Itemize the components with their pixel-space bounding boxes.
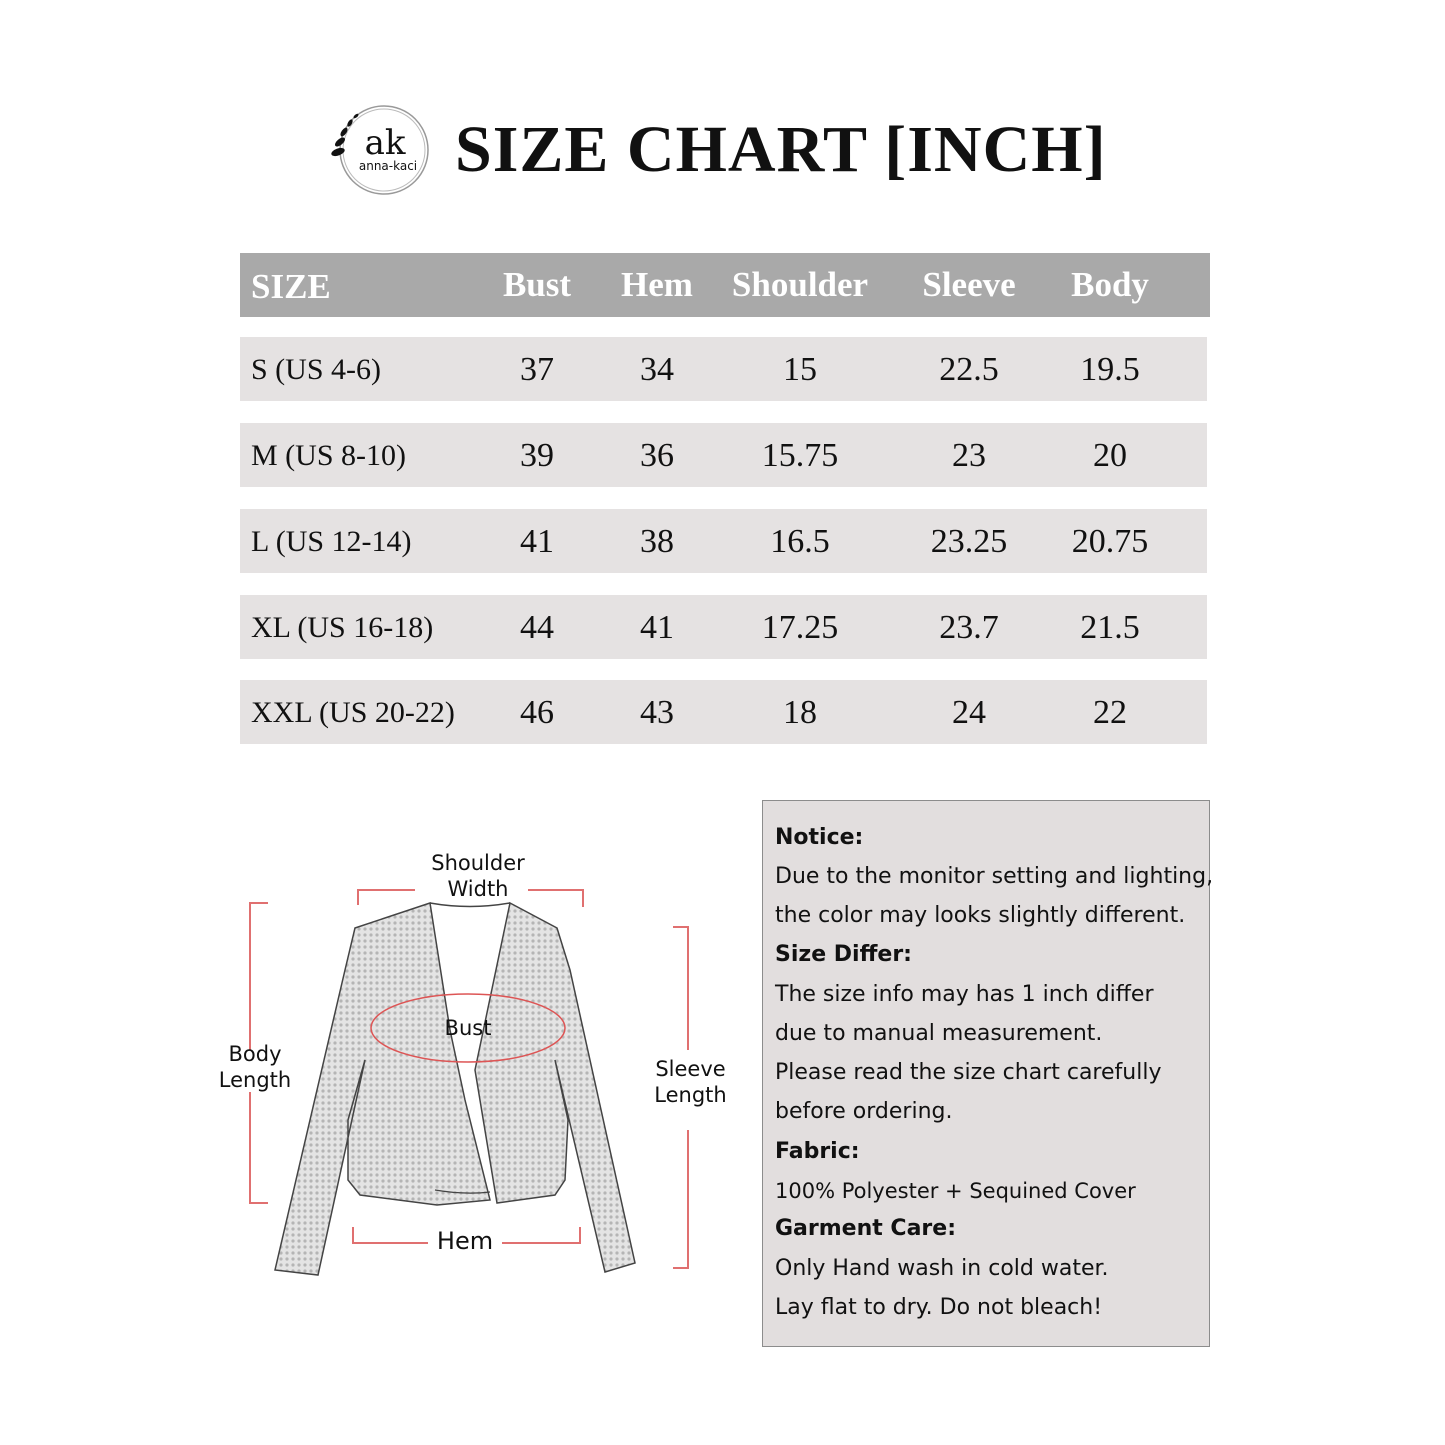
brand-logo xyxy=(326,102,436,198)
header-sleeve: Sleeve xyxy=(922,265,1016,304)
size-differ-title: Size Differ: xyxy=(775,942,912,967)
value-cell: 41 xyxy=(520,523,554,560)
value-cell: 19.5 xyxy=(1080,351,1140,388)
value-cell: 41 xyxy=(640,609,674,646)
value-cell: 22 xyxy=(1093,694,1127,731)
notice-title: Notice: xyxy=(775,825,864,850)
notice-text: Only Hand wash in cold water. xyxy=(775,1256,1109,1281)
notice-text: Due to the monitor setting and lighting, xyxy=(775,864,1214,889)
notice-text: The size info may has 1 inch differ xyxy=(775,982,1154,1007)
value-cell: 23.7 xyxy=(939,609,999,646)
page-title: SIZE CHART [INCH] xyxy=(455,113,1107,186)
label-body-length: Body Length xyxy=(218,1042,292,1092)
value-cell: 44 xyxy=(520,609,554,646)
table-row xyxy=(240,595,1207,659)
svg-text:ak: ak xyxy=(364,123,406,163)
value-cell: 37 xyxy=(520,351,554,388)
label-sleeve-length: Sleeve Length xyxy=(654,1057,727,1107)
value-cell: 46 xyxy=(520,694,554,731)
table-header xyxy=(240,253,1210,317)
size-cell: M (US 8-10) xyxy=(251,439,406,472)
table-row xyxy=(240,680,1207,744)
notice-text: due to manual measurement. xyxy=(775,1021,1103,1046)
table-row xyxy=(240,509,1207,573)
value-cell: 34 xyxy=(640,351,674,388)
size-cell: L (US 12-14) xyxy=(251,525,412,558)
value-cell: 43 xyxy=(640,694,674,731)
header-hem: Hem xyxy=(621,265,693,304)
value-cell: 15.75 xyxy=(761,437,839,474)
value-cell: 36 xyxy=(640,437,674,474)
value-cell: 16.5 xyxy=(770,523,830,560)
value-cell: 39 xyxy=(520,437,554,474)
value-cell: 22.5 xyxy=(939,351,999,388)
fabric-title: Fabric: xyxy=(775,1139,860,1164)
jacket-diagram xyxy=(200,800,760,1300)
value-cell: 21.5 xyxy=(1080,609,1140,646)
svg-text:anna-kaci: anna-kaci xyxy=(358,159,418,173)
table-row xyxy=(240,337,1207,401)
label-hem: Hem xyxy=(436,1227,494,1255)
value-cell: 17.25 xyxy=(761,609,839,646)
size-cell: XL (US 16-18) xyxy=(251,611,434,644)
value-cell: 18 xyxy=(783,694,817,731)
header-body: Body xyxy=(1071,265,1149,304)
garment-care-title: Garment Care: xyxy=(775,1216,956,1241)
notice-text: Lay flat to dry. Do not bleach! xyxy=(775,1295,1103,1320)
value-cell: 20 xyxy=(1093,437,1127,474)
notice-text: the color may looks slightly different. xyxy=(775,903,1186,928)
notice-box xyxy=(762,800,1214,1347)
header-size: SIZE xyxy=(251,267,331,306)
value-cell: 20.75 xyxy=(1071,523,1149,560)
table-row xyxy=(240,423,1207,487)
size-cell: S (US 4-6) xyxy=(251,353,382,386)
header-shoulder: Shoulder xyxy=(731,265,869,304)
size-cell: XXL (US 20-22) xyxy=(251,696,455,729)
notice-text: 100% Polyester + Sequined Cover xyxy=(775,1179,1136,1203)
value-cell: 23 xyxy=(952,437,986,474)
label-bust: Bust xyxy=(444,1016,492,1040)
value-cell: 15 xyxy=(783,351,817,388)
notice-text: before ordering. xyxy=(775,1099,953,1124)
value-cell: 24 xyxy=(952,694,986,731)
notice-text: Please read the size chart carefully xyxy=(775,1060,1162,1085)
value-cell: 23.25 xyxy=(930,523,1008,560)
label-shoulder-width: Shoulder Width xyxy=(431,851,525,901)
value-cell: 38 xyxy=(640,523,674,560)
header-bust: Bust xyxy=(502,265,572,304)
